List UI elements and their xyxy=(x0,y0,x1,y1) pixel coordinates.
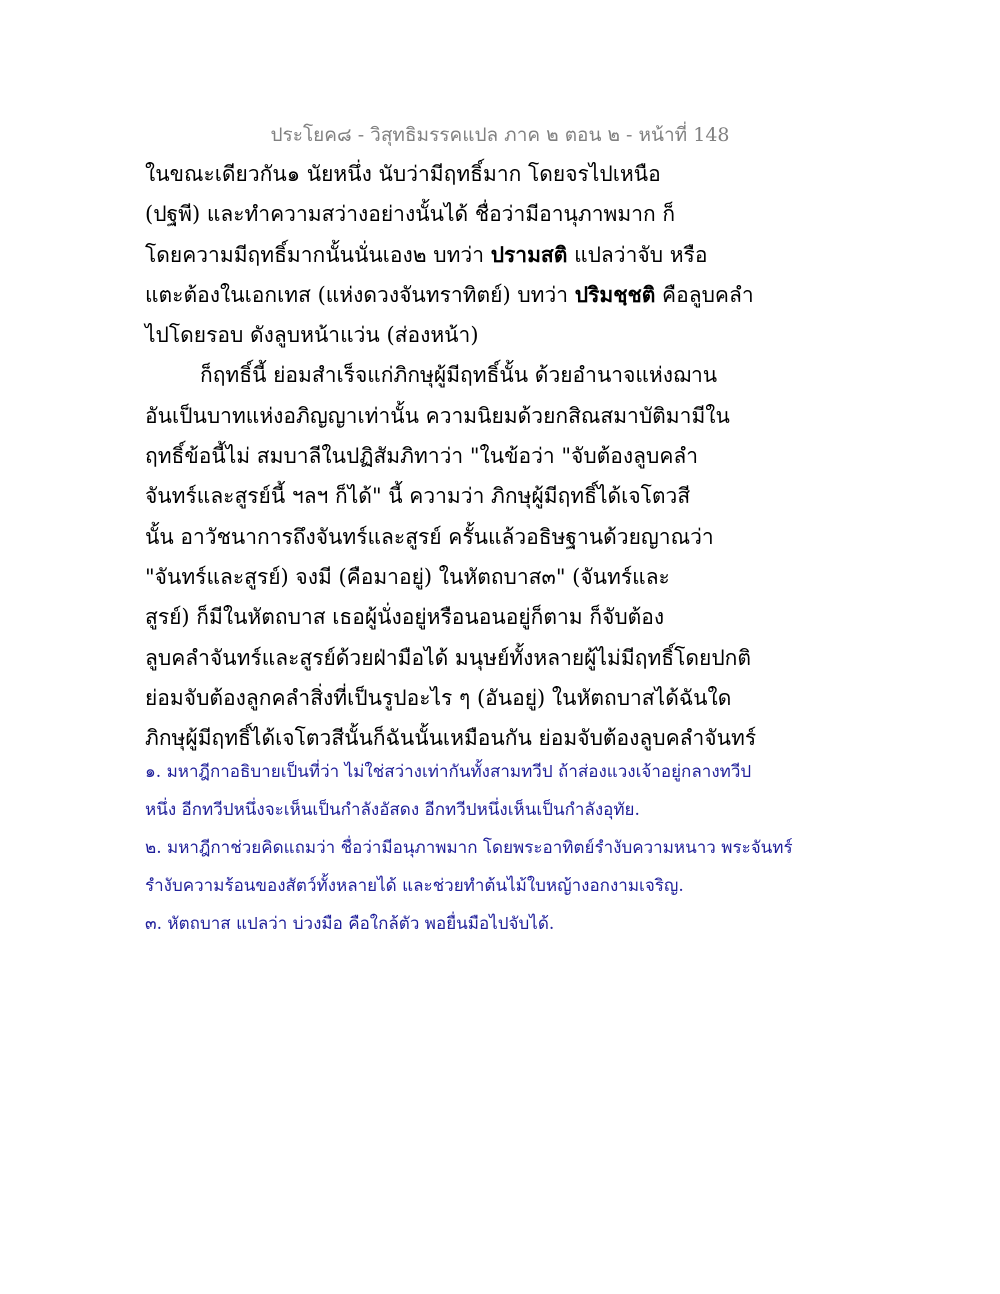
body-line: อันเป็นบาทแห่งอภิญญาเท่านั้น ความนิยมด้วยกสิณสมาบัติมามีใน xyxy=(145,403,730,428)
footnotes xyxy=(145,753,845,943)
body-text-span: แตะต้องในเอกเทส (แห่งดวงจันทราทิตย์) บทว่า xyxy=(145,282,575,307)
footnote-3-line: ๓. หัตถบาส แปลว่า บ่วงมือ คือใกล้ตัว พอยื่นมือไปจับได้. xyxy=(145,914,555,934)
body-text xyxy=(145,154,757,758)
body-line xyxy=(145,235,745,275)
footnote-2-line: ๒. มหาฎีกาช่วยคิดแถมว่า ชื่อว่ามีอนุภาพมาก โดยพระอาทิตย์รำงับความหนาว พระจันทร์ xyxy=(145,838,793,858)
body-text-span: โดยความมีฤทธิ์มากนั้นนั่นเอง๒ บทว่า xyxy=(145,242,491,267)
body-line: สูรย์) ก็มีในหัตถบาส เธอผู้นั่งอยู่หรือนอนอยู่ก็ตาม ก็จับต้อง xyxy=(145,605,665,630)
body-text-span: แปลว่าจับ หรือ xyxy=(567,242,708,267)
bold-term-paramasati: ปรามสติ xyxy=(490,241,568,267)
body-line: ฤทธิ์ข้อนี้ไม่ สมบาลีในปฏิสัมภิทาว่า "ในข้อว่า "จับต้องลูบคลำ xyxy=(145,444,699,469)
body-line: นั้น อาวัชนาการถึงจันทร์และสูรย์ ครั้นแล้วอธิษฐานด้วยญาณว่า xyxy=(145,524,714,549)
body-line: ย่อมจับต้องลูกคลำสิ่งที่เป็นรูปอะไร ๆ (อันอยู่) ในหัตถบาสได้ฉันใด xyxy=(145,685,732,710)
body-line: ภิกษุผู้มีฤทธิ์ได้เจโตวสีนั้นก็ฉันนั้นเหมือนกัน ย่อมจับต้องลูบคลำจันทร์ xyxy=(145,726,757,751)
body-text-span: คือลูบคลำ xyxy=(655,282,754,307)
footnote-1-line: หนึ่ง อีกทวีปหนึ่งจะเห็นเป็นกำลังอัสดง อีกทวีปหนึ่งเห็นเป็นกำลังอุทัย. xyxy=(145,800,640,820)
body-line: ในขณะเดียวกัน๑ นัยหนึ่ง นับว่ามีฤทธิ์มาก โดยจรไปเหนือ xyxy=(145,162,661,186)
footnote-2-line: รำงับความร้อนของสัตว์ทั้งหลายได้ และช่วยทำต้นไม้ใบหญ้างอกงามเจริญ. xyxy=(145,876,684,896)
body-line: จันทร์และสูรย์นี้ ฯลฯ ก็ได้" นี้ ความว่า ภิกษุผู้มีฤทธิ์ได้เจโตวสี xyxy=(145,484,691,509)
body-line: (ปฐพี) และทำความสว่างอย่างนั้นได้ ชื่อว่ามีอานุภาพมาก ก็ xyxy=(145,202,676,227)
body-line: ไปโดยรอบ ดังลูบหน้าแว่น (ส่องหน้า) xyxy=(145,323,479,348)
body-line: ลูบคลำจันทร์และสูรย์ด้วยฝ่ามือได้ มนุษย์ทั้งหลายผู้ไม่มีฤทธิ์โดยปกติ xyxy=(145,645,752,670)
body-line: "จันทร์และสูรย์) จงมี (คือมาอยู่) ในหัตถบาส๓" (จันทร์และ xyxy=(145,564,670,589)
body-line xyxy=(145,275,754,315)
footnote-1-line: ๑. มหาฎีกาอธิบายเป็นที่ว่า ไม่ใช่สว่างเท่ากันทั้งสามทวีป ถ้าส่องแวงเจ้าอยู่กลางทวีป xyxy=(145,762,752,782)
page-header: ประโยค๘ - วิสุทธิมรรคแปล ภาค ๒ ตอน ๒ - หน้าที่ 148 xyxy=(270,124,730,146)
paragraph-start-line: ก็ฤทธิ์นี้ ย่อมสำเร็จแก่ภิกษุผู้มีฤทธิ์นั้น ด้วยอำนาจแห่งฌาน xyxy=(200,363,718,388)
bold-term-parimajjati: ปริมชฺชติ xyxy=(574,281,656,307)
